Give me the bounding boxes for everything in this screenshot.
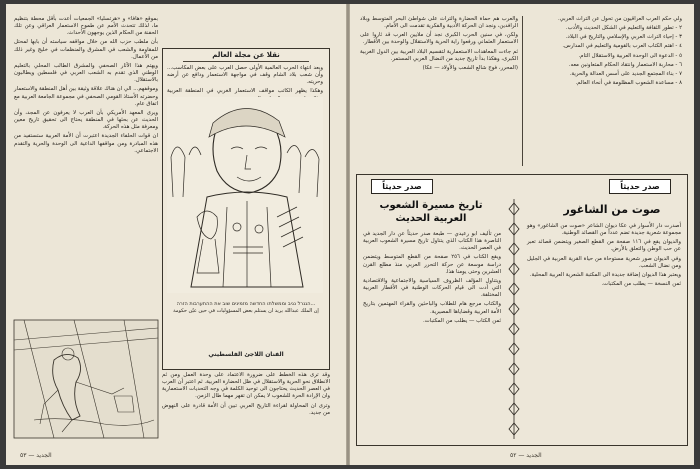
- paragraph: ثمن الكتاب — يطلب من المكتبات.: [422, 317, 501, 324]
- paragraph: من تأليف ابو رعيدي — طبعة صدر حديثاً عن دار الجديد في الناصرة هذا الكتاب الذي يتناول تاريخ مسيرة الشعوب العربية في العصر الحديث.: [363, 231, 501, 252]
- paragraph: ولكن، في سنين الحرب الكبرى نجد أن ملايين العرب قد ثاروا على الاستعمار العثماني ورفعوا راية الحرية والاستقلال والوحدة بين الأقطار.: [360, 32, 518, 46]
- signature-line: (المحرر، فوج شالع الشعب والأولاد — عكا): [422, 64, 518, 71]
- paragraph: وترى ان المحاولة لقراءة التاريخ العربي تبين أن الأمة قادرة على النهوض من جديد.: [162, 402, 330, 416]
- list-item: ٦ - محاربة الاستعمار وانتقاد الحكام المتعاونين معه.: [568, 61, 682, 68]
- divider: [183, 61, 309, 62]
- paragraph: ويقع الكتاب في ٢٥٦ صفحة من القطع المتوسط ويتضمن دراسة موسعة عن حركة التحرر العربي منذ مطلع القرن العشرين وحتى يومنا هذا.: [363, 254, 501, 275]
- page-number-right: الجديد — ٥٢: [510, 452, 542, 459]
- soldier-sketch-illustration: [14, 320, 158, 438]
- cartoon-box: [162, 48, 330, 370]
- paragraph: وبعد انتهاء الحرب العالمية الأولى حصل العرب على بعض المكاسب... وأن شعب بلاد الشام وقف في مواجهة الاستعمار ودافع عن أرضه وحريته.: [167, 65, 323, 86]
- paragraph: وفي الديوان صور شعرية مستوحاة من حياة القرية العربية في الجليل ومن نضال الشعب.: [527, 255, 681, 269]
- cartoon-credit: الفنان اللاجئ الفلسطيني: [208, 351, 284, 358]
- paragraph: ويعتبر هذا الديوان إضافة جديدة الى المكتبة الشعرية العربية المحلية.: [529, 271, 681, 278]
- page-number-left: الجديد — ٥٣: [20, 452, 52, 459]
- paragraph: ان قوات الحلفاء الجديدة اعتبرت أن الأمة العربية ستستفيد من هذه المبادرة ومن مواقفها الداعية الى الوحدة والحرية والتقدم الاجتماعي.: [14, 133, 158, 154]
- right-page-column-left-top: [360, 16, 518, 166]
- paragraph: ويتناول المؤلف الظروف السياسية والاجتماعية والاقتصادية التي أدت الى قيام الحركات الوطنية في الأقطار العربية المختلفة.: [363, 277, 501, 299]
- paragraph: بأن ملطب حزب الله من خلال مواقفه سياسته أن بابها لمحتل للمقاومة والشعب في المشرق والمنظمات في خليج وغير ذلك من الأعمال.: [14, 39, 158, 60]
- list-item: ٧ - بناء المجتمع الجديد على أسس العدالة والحرية.: [569, 70, 682, 77]
- magazine-spread: [6, 4, 694, 465]
- column-divider: [522, 16, 523, 166]
- list-item: ٨ - مساعدة الشعوب المظلومة في أنحاء العالم.: [575, 80, 682, 87]
- article-title-shaghour: صوت من الشاغور: [563, 203, 661, 216]
- cartoon-intro-text: [167, 65, 323, 95]
- new-release-tag-right: صدر حديثاً: [609, 179, 671, 194]
- left-page: [6, 4, 347, 465]
- paragraph: وموقفهم... الي ان هناك علاقة وثيقة بين أهل المنطقة والاستعمار وحضرته الأستاذ القومي الصحفي في مجموعة الجامعة العربية مع اتفاق عام.: [14, 86, 158, 107]
- list-item: ٣ - إحياء التراث العربي والإسلامي والتاريخ في البلاد.: [565, 34, 682, 41]
- paragraph: أصدرت دار الأسوار في عكا ديوان الشاعر «صوت من الشاغور» وهو مجموعة شعرية جديدة تضم عدداً من القصائد الوطنية.: [527, 223, 681, 237]
- right-page: [350, 4, 694, 465]
- paragraph: والديوان يقع في ١١٦ صفحة من القطع الصغير ويتضمن قصائد تعبر عن حب الوطن والتعلق بالأرض.: [527, 239, 681, 253]
- right-page-column-right-top: [528, 16, 682, 166]
- shaghour-review-text: [527, 223, 681, 439]
- list-item: ولي حكم العرب العراقيون من تحول عن التراث العربي.: [557, 16, 682, 22]
- new-releases-box: [356, 174, 688, 446]
- article-title-history: تاريخ مسيرة الشعوب العربية الحديث: [379, 200, 483, 224]
- cartoon-title: نقلا عن مجلة العالم: [212, 51, 280, 59]
- political-cartoon-illustration: [167, 97, 323, 293]
- hebrew-caption-line: ...הגנרל נגיב וממשלתו החדשה מזמינים שוב את ההתערבות הזרה: [176, 301, 316, 307]
- list-item: ٥ - الدعوة الى الوحدة العربية والاستقلال التام.: [578, 52, 682, 59]
- new-release-tag-left: صدر حديثاً: [371, 179, 433, 194]
- history-book-review-text: [363, 231, 501, 439]
- paragraph: وهكذا يظهر الكاتب مواقف الاستعمار الغربي في المنطقة العربية: [167, 88, 323, 95]
- list-item: ٤ - اهتم الكتاب العرب بالقومية والتعليم في المدارس.: [562, 43, 682, 50]
- paragraph: ثم جاءت المعاهدات الاستعمارية لتقسيم البلاد العربية بين الدول الغربية الكبرى، وهكذا بدأ تاريخ جديد من النضال العربي المستمر.: [360, 48, 518, 62]
- paragraph: والعرب هم حماة الحضارة والتراث على شواطئ البحر المتوسط وبلاد الرافدين، ونجد ان الحركة الأدبية والفكرية تقدمت الى الأمام.: [360, 16, 518, 30]
- hebrew-caption: [169, 301, 323, 315]
- paragraph: بموقع «هافا» و «هرتسليا» الجمعيات أعدت بأقل محطة بتنظيم ما، لذلك تتحدث الأمم عن طموح الاستعمار العراقي وعن تلك الحفنة من الحكام الذين يوجهون الأحداث.: [14, 16, 158, 37]
- paragraph: ثمن النسخة — يطلب من المكتبات.: [601, 281, 681, 288]
- paragraph: وقد ترى هذه الخطط على ضرورة الاعتماد على وحدة العمل ومن ثم الانطلاق نحو الحرية والاستقلال في ظل الحضارة العربية. ثم اعتبر أن العرب في العصر الحديث يحتاجون الى توحيد الكلمة في وجه التحديات الاستعمارية وان الإرادة الحرة للشعوب لا يمكن ان تقهر مهما طال الزمن.: [162, 372, 330, 400]
- list-item: ٢ - تطور الثقافة والتعليم في الشكل الحديث والأدب.: [565, 25, 682, 32]
- paragraph: ويهتم هذا الآثار الصحفي والمشرق الطالب المحلي بالتعليم الوطني الذي تقدم به الشعب العربي في فلسطين ويطالبون بالاستقلال.: [14, 62, 158, 84]
- arabic-caption-line: إن الملك عبدالله يريد ان يستلم بعض المسؤوليات في حين عيّن حكومة: [173, 308, 319, 314]
- left-page-column-right: [14, 16, 158, 316]
- paragraph: والكتاب مرجع هام للطلاب والباحثين والقراء المهتمين بتاريخ الأمة العربية وقضاياها المصيرية.: [363, 301, 501, 315]
- ornamental-divider: [507, 199, 521, 439]
- left-page-column-left-bottom: [162, 372, 330, 448]
- paragraph: ويرى المعهد الأمريكي بأن العرب لا يعرفون عن المجد، وأن الحديث عن بحثها في المنطقة يحتاج الى تحقيق تاريخ معين ومعرفة مثل هذه الحركة.: [14, 109, 158, 131]
